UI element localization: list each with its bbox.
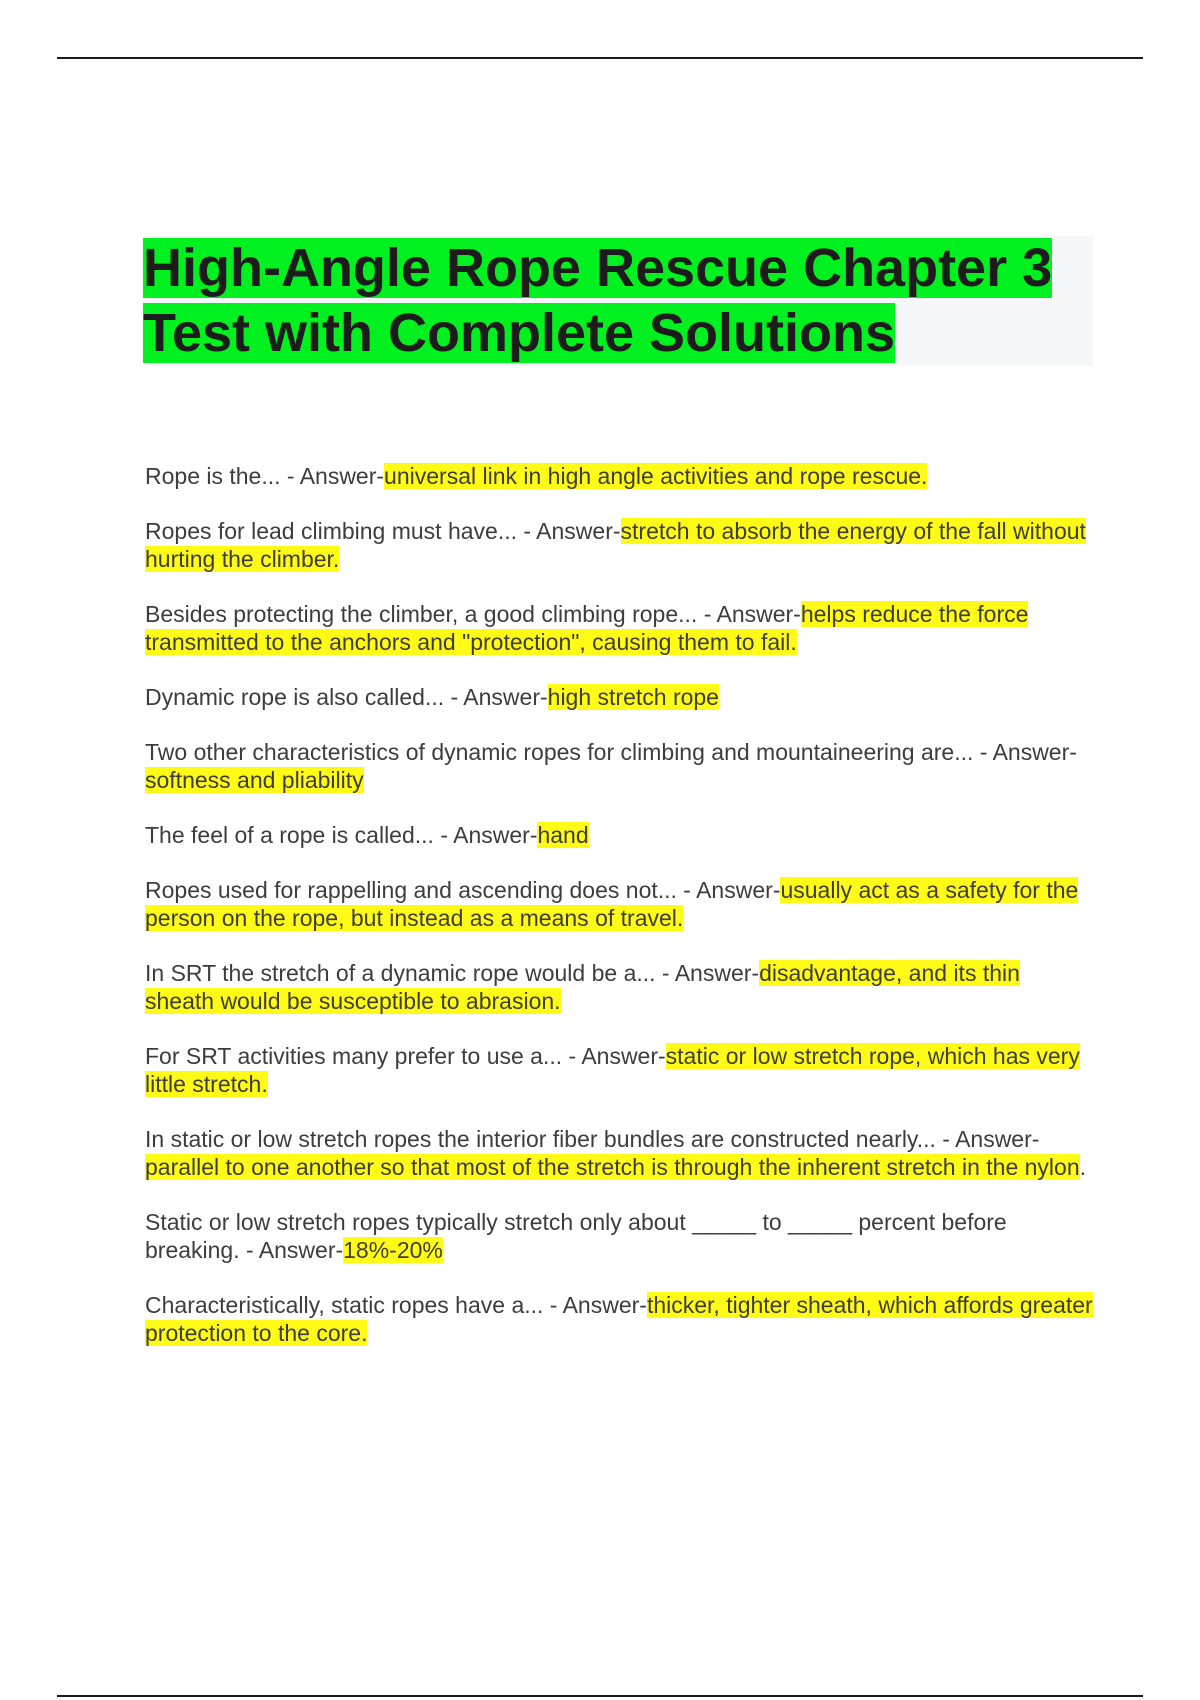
- answer-highlight: disadvantage, and its thin sheath would be susceptible to abrasion.: [145, 960, 1020, 1014]
- top-rule: [57, 57, 1143, 59]
- answer-highlight: stretch to absorb the energy of the fall without hurting the climber.: [145, 518, 1086, 572]
- qa-item: [145, 959, 1095, 1015]
- question-text: Static or low stretch ropes typically stretch only about _____ to _____ percent before breaking. - Answer-: [145, 1209, 1007, 1263]
- question-text: Dynamic rope is also called... - Answer-: [145, 684, 548, 710]
- question-text: Besides protecting the climber, a good climbing rope... - Answer-: [145, 601, 801, 627]
- answer-highlight: parallel to one another so that most of the stretch is through the inherent stretch in the nylon: [145, 1154, 1080, 1180]
- answer-highlight: softness and pliability: [145, 767, 364, 793]
- qa-item: [145, 876, 1095, 932]
- question-text: In SRT the stretch of a dynamic rope would be a... - Answer-: [145, 960, 760, 986]
- question-text: Rope is the... - Answer-: [145, 463, 385, 489]
- qa-item: [145, 462, 1095, 490]
- answer-highlight: universal link in high angle activities and rope rescue.: [384, 463, 928, 489]
- answer-highlight: 18%-20%: [343, 1237, 443, 1263]
- question-text: The feel of a rope is called... - Answer-: [145, 822, 538, 848]
- qa-item: [145, 1042, 1095, 1098]
- question-text: Ropes used for rappelling and ascending does not... - Answer-: [145, 877, 781, 903]
- answer-highlight: high stretch rope: [547, 684, 719, 710]
- document-title: [143, 236, 1093, 366]
- question-text: For SRT activities many prefer to use a... - Answer-: [145, 1043, 666, 1069]
- answer-tail: .: [1079, 1154, 1087, 1180]
- title-block: [143, 236, 1093, 366]
- qa-item: [145, 1208, 1095, 1264]
- answer-highlight: thicker, tighter sheath, which affords greater protection to the core.: [145, 1292, 1093, 1346]
- answer-highlight: usually act as a safety for the person on the rope, but instead as a means of travel.: [145, 877, 1079, 931]
- qa-item: [145, 821, 1095, 849]
- answer-highlight: hand: [537, 822, 589, 848]
- qa-item: [145, 683, 1095, 711]
- answer-highlight: helps reduce the force transmitted to the anchors and "protection", causing them to fail.: [145, 601, 1029, 655]
- qa-item: [145, 517, 1095, 573]
- qa-item: [145, 600, 1095, 656]
- question-text: Ropes for lead climbing must have... - Answer-: [145, 518, 621, 544]
- question-text: Characteristically, static ropes have a... - Answer-: [145, 1292, 647, 1318]
- title-highlight: High-Angle Rope Rescue Chapter 3 Test with Complete Solutions: [143, 238, 1053, 363]
- question-text: In static or low stretch ropes the interior fiber bundles are constructed nearly... - Answer-: [145, 1126, 1040, 1152]
- answer-highlight: static or low stretch rope, which has very little stretch.: [145, 1043, 1080, 1097]
- qa-item: [145, 738, 1095, 794]
- qa-item: [145, 1125, 1095, 1181]
- question-text: Two other characteristics of dynamic ropes for climbing and mountaineering are... - Answer-: [145, 739, 1077, 765]
- qa-list: [145, 462, 1095, 1374]
- qa-item: [145, 1291, 1095, 1347]
- bottom-rule: [57, 1695, 1143, 1697]
